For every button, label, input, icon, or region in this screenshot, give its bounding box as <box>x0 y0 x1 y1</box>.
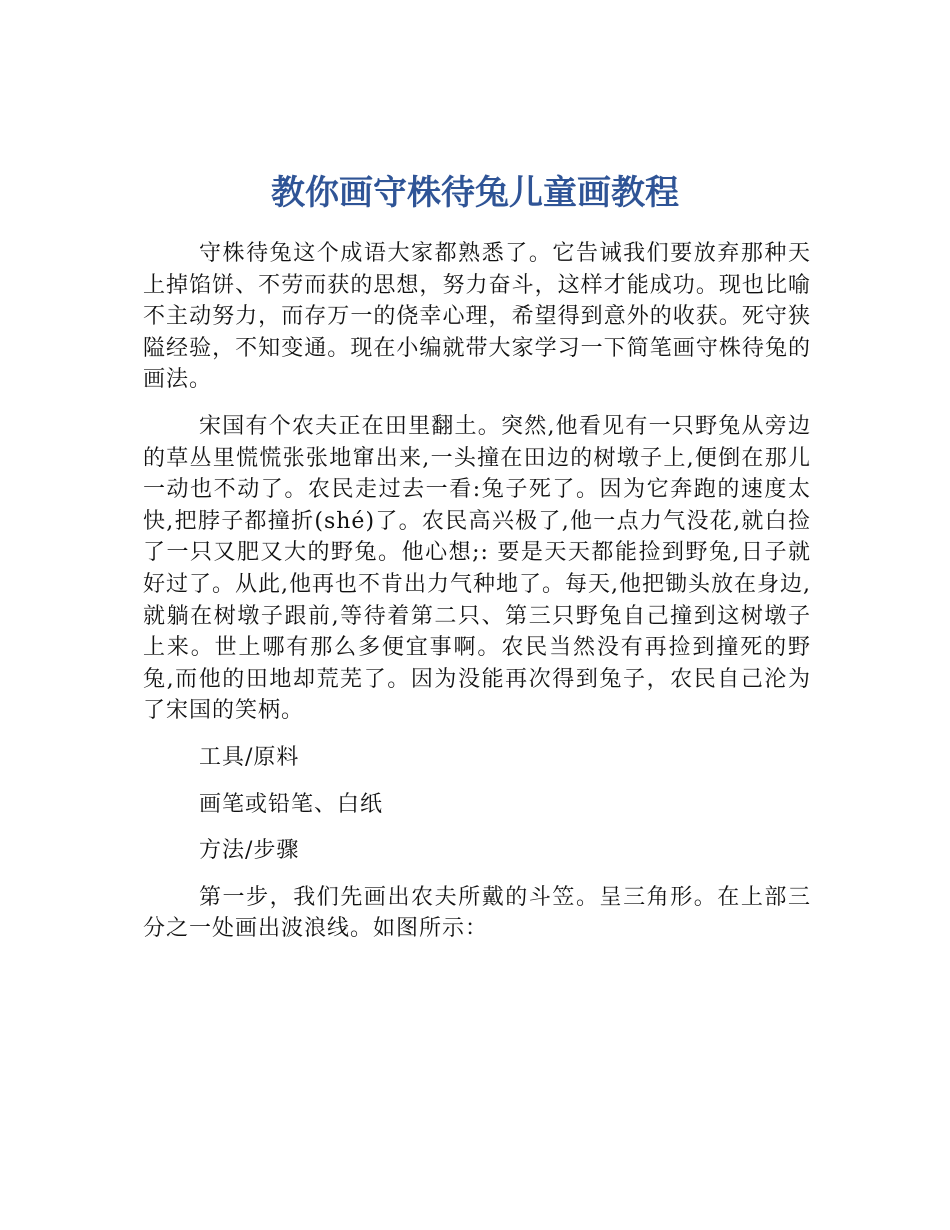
tools-heading: 工具/原料 <box>199 744 300 770</box>
document-title: 教你画守株待兔儿童画教程 <box>271 172 679 213</box>
method-heading: 方法/步骤 <box>199 838 300 864</box>
step-one-paragraph: 第一步，我们先画出农夫所戴的斗笠。呈三角形。在上部三分之一处画出波浪线。如图所示： <box>143 884 811 942</box>
document-body <box>143 238 811 960</box>
tools-list: 画笔或铅笔、白纸 <box>199 791 384 817</box>
intro-paragraph: 守株待兔这个成语大家都熟悉了。它告诫我们要放弃那种天上掉馅饼、不劳而获的思想，努力奋斗，这样才能成功。现也比喻不主动努力，而存万一的侥幸心理，希望得到意外的收获。死守狭隘经验，不知变通。现在小编就带大家学习一下简笔画守株待兔的画法。 <box>143 241 811 393</box>
story-paragraph: 宋国有个农夫正在田里翻土。突然,他看见有一只野兔从旁边的草丛里慌慌张张地窜出来,一头撞在田边的树墩子上,便倒在那儿一动也不动了。农民走过去一看:兔子死了。因为它奔跑的速度太快,把脖子都撞折(shé)了。农民高兴极了,他一点力气没花,就白捡了一只又肥又大的野兔。他心想;: 要是天天都能捡到野兔,日子就好过了。从此,他再也不肯出力气种地了。每天,他把锄头放在身边,就躺在树墩子跟前,等待着第二只、第三只野兔自己撞到这树墩子上来。世上哪有那么多便宜事啊。农民当然没有再捡到撞死的野兔,而他的田地却荒芜了。因为没能再次得到兔子，农民自己沦为了宋国的笑柄。 <box>143 413 811 724</box>
